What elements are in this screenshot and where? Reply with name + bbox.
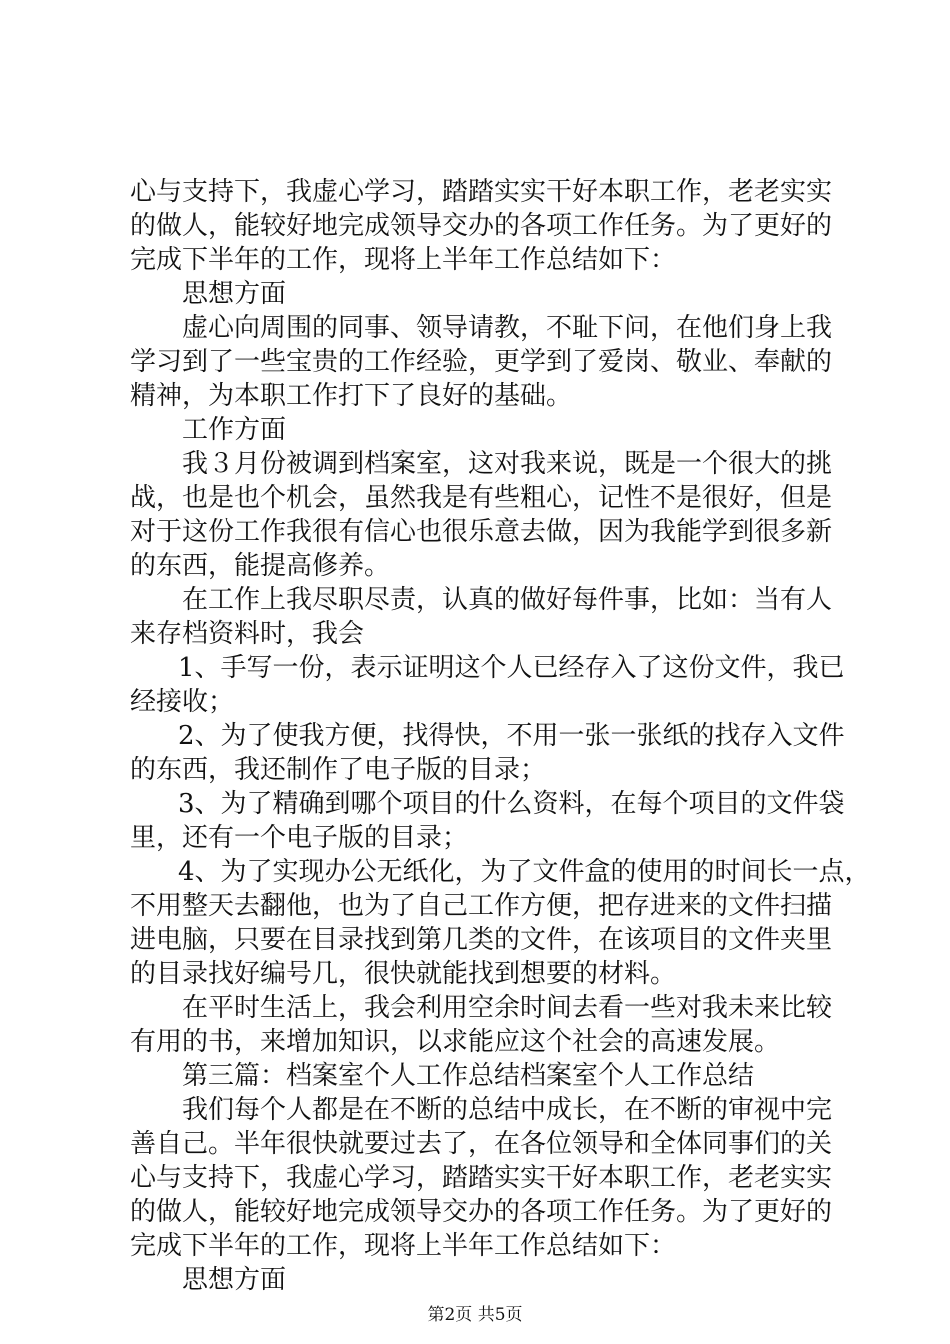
text-line: 经接收； <box>130 687 235 717</box>
text-line: 我３月份被调到档案室，这对我来说，既是一个很大的挑 <box>182 449 833 479</box>
text-line: 战，也是也个机会，虽然我是有些粗心，记性不是很好，但是 <box>130 483 833 513</box>
text-line: 的东西，能提高修养。 <box>130 551 391 581</box>
text-line: 里，还有一个电子版的目录； <box>130 823 469 853</box>
text-line: 完成下半年的工作，现将上半年工作总结如下： <box>130 245 677 275</box>
section-heading: 思想方面 <box>182 279 287 309</box>
list-item-2: 2、为了使我方便，找得快，不用一张一张纸的找存入文件 <box>178 721 845 751</box>
text-line: 完成下半年的工作，现将上半年工作总结如下： <box>130 1231 677 1261</box>
text-line: 的做人，能较好地完成领导交办的各项工作任务。为了更好的 <box>130 211 833 241</box>
list-item-4: 4、为了实现办公无纸化，为了文件盒的使用的时间长一点， <box>178 857 871 887</box>
text-line: 学习到了一些宝贵的工作经验，更学到了爱岗、敬业、奉献的 <box>130 347 833 377</box>
text-line: 心与支持下，我虚心学习，踏踏实实干好本职工作，老老实实 <box>130 177 833 207</box>
section-heading: 工作方面 <box>182 415 287 445</box>
chapter-title: 第三篇：档案室个人工作总结档案室个人工作总结 <box>182 1061 755 1091</box>
page-footer: 第2页 共5页 <box>427 1305 523 1325</box>
list-item-1: 1、手写一份，表示证明这个人已经存入了这份文件，我已 <box>178 653 845 683</box>
text-line: 的做人，能较好地完成领导交办的各项工作任务。为了更好的 <box>130 1197 833 1227</box>
text-line: 虚心向周围的同事、领导请教，不耻下问，在他们身上我 <box>182 313 833 343</box>
text-line: 善自己。半年很快就要过去了，在各位领导和全体同事们的关 <box>130 1129 833 1159</box>
text-line: 精神，为本职工作打下了良好的基础。 <box>130 381 573 411</box>
text-line: 我们每个人都是在不断的总结中成长，在不断的审视中完 <box>182 1095 833 1125</box>
text-line: 的目录找好编号几，很快就能找到想要的材料。 <box>130 959 677 989</box>
text-line: 来存档资料时，我会 <box>130 619 365 649</box>
text-line: 在平时生活上，我会利用空余时间去看一些对我未来比较 <box>182 993 833 1023</box>
list-item-3: 3、为了精确到哪个项目的什么资料，在每个项目的文件袋 <box>178 789 845 819</box>
text-line: 的东西，我还制作了电子版的目录； <box>130 755 547 785</box>
text-line: 有用的书，来增加知识，以求能应这个社会的高速发展。 <box>130 1027 781 1057</box>
text-line: 不用整天去翻他，也为了自己工作方便，把存进来的文件扫描 <box>130 891 833 921</box>
text-line: 在工作上我尽职尽责，认真的做好每件事，比如：当有人 <box>182 585 833 615</box>
text-line: 对于这份工作我很有信心也很乐意去做，因为我能学到很多新 <box>130 517 833 547</box>
section-heading: 思想方面 <box>182 1265 287 1295</box>
text-line: 心与支持下，我虚心学习，踏踏实实干好本职工作，老老实实 <box>130 1163 833 1193</box>
text-line: 进电脑，只要在目录找到第几类的文件，在该项目的文件夹里 <box>130 925 833 955</box>
